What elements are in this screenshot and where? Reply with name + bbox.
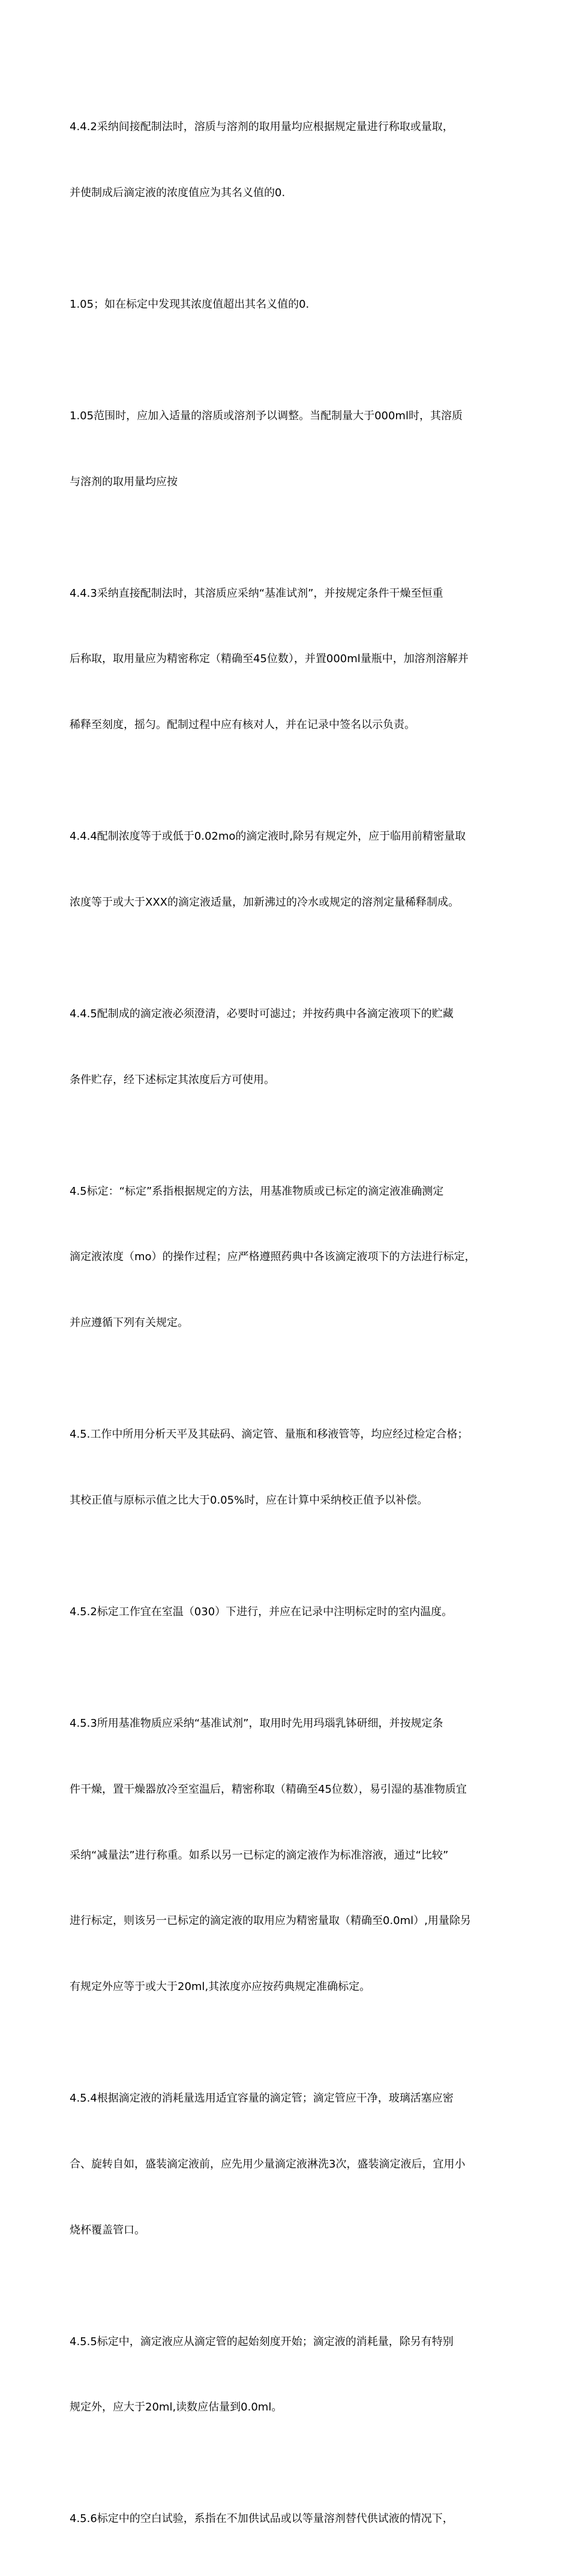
text-line: 4.4.4配制浓度等于或低于0.02mo的滴定液时,除另有规定外，应于临用前精密量取 — [70, 830, 466, 843]
paragraph-4-5 — [70, 1137, 510, 1379]
text-line: 4.5.4根据滴定液的消耗量选用适宜容量的滴定管；滴定管应干净，玻璃活塞应密 — [70, 2092, 454, 2105]
text-line: 后称取，取用量应为精密称定（精确至45位数），并置000ml量瓶中，加溶剂溶解并 — [70, 653, 469, 666]
text-line: 有规定外应等于或大于20ml,其浓度亦应按药典规定准确标定。 — [70, 1980, 371, 1994]
text-line: 1.05范围时，应加入适量的溶质或溶剂予以调整。当配制量大于000ml时，其溶质 — [70, 409, 463, 422]
text-line: 4.4.3采纳直接配制法时，其溶质应采纳“基准试剂”，并按规定条件干燥至恒重 — [70, 587, 443, 600]
text-line: 规定外，应大于20ml,读数应估量到0.0ml。 — [70, 2401, 283, 2414]
paragraph-4-5-3 — [70, 1669, 510, 2042]
paragraph-4-4-5 — [70, 960, 510, 1135]
text-line: 与溶剂的取用量均应按 — [70, 475, 178, 488]
text-line: 4.5标定：“标定”系指根据规定的方法，用基准物质或已标定的滴定液准确测定 — [70, 1185, 444, 1198]
paragraph-4-5-4 — [70, 2044, 510, 2286]
paragraph-4-5-1 — [70, 1380, 510, 1556]
text-line: 并使制成后滴定液的浓度值应为其名义值的0. — [70, 186, 286, 199]
paragraph-4-5-2 — [70, 1558, 510, 1667]
text-line: 滴定液浓度（mo）的操作过程；应严格遵照药典中各该滴定液项下的方法进行标定， — [70, 1251, 476, 1264]
text-line: 4.5.6标定中的空白试验，系指在不加供试品或以等量溶剂替代供试液的情况下， — [70, 2512, 454, 2526]
text-line: 合、旋转自如，盛装滴定液前，应先用少量滴定液淋洗3次，盛装滴定液后，宜用小 — [70, 2157, 466, 2171]
text-line: 4.5.5标定中，滴定液应从滴定管的起始刻度开始；滴定液的消耗量，除另有特别 — [70, 2335, 454, 2348]
text-line: 4.4.5配制成的滴定液必须澄清，必要时可滤过；并按药典中各滴定液项下的贮藏 — [70, 1007, 454, 1020]
paragraph-4-5-6 — [70, 2464, 510, 2574]
text-line: 4.5.2标定工作宜在室温（030）下进行，并应在记录中注明标定时的室内温度。 — [70, 1605, 453, 1618]
document-body — [70, 73, 510, 2576]
text-line: 浓度等于或大于XXX的滴定液适量，加新沸过的冷水或规定的溶剂定量稀释制成。 — [70, 895, 459, 909]
text-line: 稀释至刻度，摇匀。配制过程中应有核对人，并在记录中签名以示负责。 — [70, 719, 415, 732]
text-line: 1.05；如在标定中发现其浓度值超出其名义值的0. — [70, 297, 310, 311]
text-line: 并应遵循下列有关规定。 — [70, 1316, 188, 1330]
paragraph-4-5-5 — [70, 2287, 510, 2463]
text-line: 4.5.3所用基准物质应采纳“基准试剂”，取用时先用玛瑙乳钵研细，并按规定条 — [70, 1717, 443, 1730]
text-line: 进行标定，则该另一已标定的滴定液的取用应为精密量取（精确至0.0ml）,用量除另 — [70, 1914, 471, 1928]
text-line: 4.5.工作中所用分析天平及其砝码、滴定管、量瓶和移液管等，均应经过检定合格； — [70, 1428, 469, 1441]
paragraph-1-05-a — [70, 250, 510, 360]
paragraph-4-4-2 — [70, 73, 510, 248]
text-line: 烧杯覆盖管口。 — [70, 2223, 145, 2237]
text-line: 4.4.2采纳间接配制法时，溶质与溶剂的取用量均应根据规定量进行称取或量取， — [70, 121, 454, 134]
paragraph-1-05-b — [70, 362, 510, 537]
text-line: 条件贮存，经下述标定其浓度后方可使用。 — [70, 1073, 275, 1086]
paragraph-4-4-3 — [70, 539, 510, 780]
text-line: 采纳“减量法”进行称重。如系以另一已标定的滴定液作为标准溶液，通过“比较” — [70, 1848, 449, 1862]
paragraph-4-4-4 — [70, 782, 510, 958]
text-line: 件干燥，置干燥器放冷至室温后，精密称取（精确至45位数），易引湿的基准物质宜 — [70, 1783, 467, 1796]
text-line: 其校正值与原标示值之比大于0.05%时，应在计算中采纳校正值予以补偿。 — [70, 1494, 428, 1507]
